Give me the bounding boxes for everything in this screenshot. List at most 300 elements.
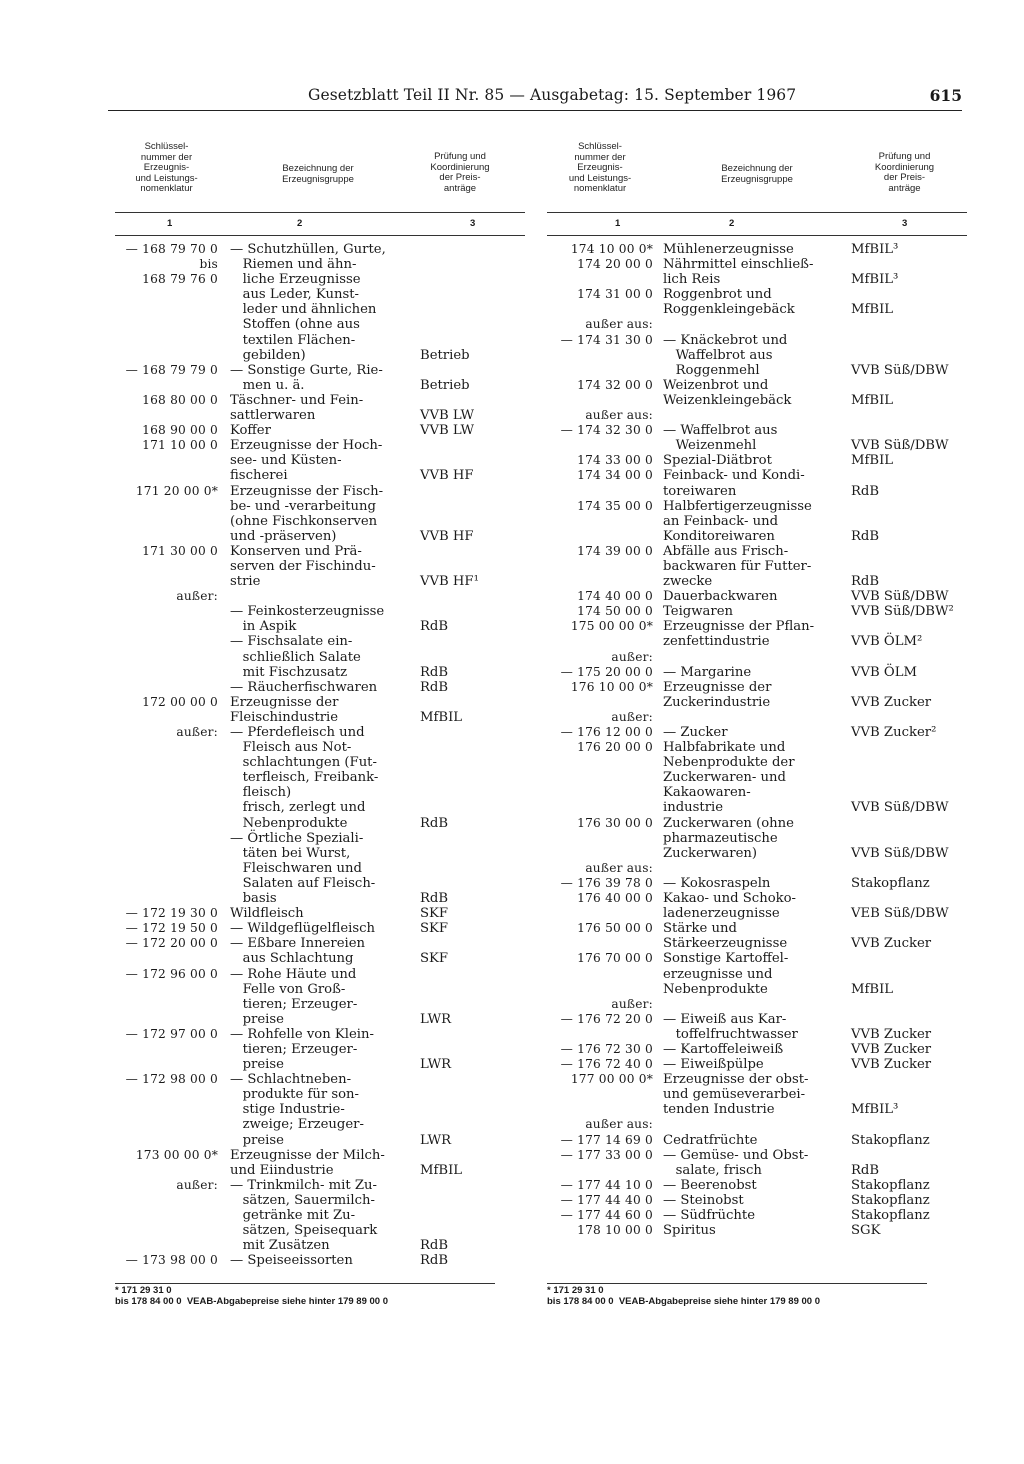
review-cell <box>851 619 967 634</box>
designation-cell: zweige; Erzeuger- <box>230 1117 364 1133</box>
designation-cell: see- und Küsten- <box>230 453 342 469</box>
key-number-cell: außer: <box>176 589 218 604</box>
review-cell <box>420 740 525 755</box>
table-row <box>115 302 525 317</box>
key-number-cell <box>547 1163 653 1178</box>
designation-cell: Spiritus <box>663 1223 716 1239</box>
designation-cell: zenfettindustrie <box>663 634 770 650</box>
table-row <box>115 1057 525 1072</box>
key-number-cell <box>547 906 653 921</box>
designation-cell <box>653 710 851 725</box>
designation-cell: lich Reis <box>663 272 721 288</box>
review-cell: RdB <box>851 574 880 590</box>
key-number-cell <box>115 997 218 1012</box>
review-cell: Betrieb <box>420 377 470 393</box>
footnote-line: * 171 29 31 0 <box>115 1285 172 1296</box>
review-cell: RdB <box>420 815 449 831</box>
key-number-cell <box>547 559 653 574</box>
review-cell: SKF <box>420 921 449 937</box>
key-number-cell <box>115 785 218 800</box>
right-table-body <box>547 242 967 1238</box>
key-number-cell: — 177 44 60 0 <box>560 1208 653 1222</box>
designation-cell: Koffer <box>230 423 271 439</box>
review-cell: VVB ÖLM <box>851 664 918 680</box>
designation-cell: tieren; Erzeuger- <box>230 1041 358 1057</box>
table-row <box>115 1027 525 1042</box>
review-cell <box>420 1087 525 1102</box>
table-row <box>547 604 967 619</box>
designation-cell: — Beerenobst <box>663 1177 757 1193</box>
designation-cell: salate, frisch <box>663 1162 762 1178</box>
column-head-designation: Bezeichnung der Erzeugnisgruppe <box>721 163 793 185</box>
key-number-cell <box>115 876 218 891</box>
review-cell: LWR <box>420 1011 452 1027</box>
table-row <box>115 846 525 861</box>
review-cell <box>851 1148 967 1163</box>
key-number-cell: — 176 72 20 0 <box>560 1011 653 1026</box>
review-cell <box>420 333 525 348</box>
key-number-cell: außer aus: <box>585 408 653 423</box>
table-row <box>115 242 525 257</box>
table-row <box>547 921 967 936</box>
review-cell <box>851 559 967 574</box>
table-row <box>115 634 525 649</box>
designation-cell: tenden Industrie <box>663 1102 775 1118</box>
table-row <box>115 1178 525 1193</box>
designation-cell: — Trinkmilch- mit Zu- <box>230 1177 377 1193</box>
designation-cell: schlachtungen (Fut- <box>230 755 377 771</box>
table-row <box>547 861 967 876</box>
key-number-cell: 168 79 76 0 <box>142 272 218 287</box>
table-row <box>547 1102 967 1117</box>
review-cell: VVB Zucker <box>851 1026 932 1042</box>
review-cell: RdB <box>851 483 880 499</box>
table-row <box>115 423 525 438</box>
key-number-cell <box>115 710 218 725</box>
designation-cell: mit Zusätzen <box>230 1238 330 1254</box>
review-cell: VVB HF <box>420 468 474 484</box>
review-cell <box>420 544 525 559</box>
table-row <box>115 272 525 287</box>
review-cell: MfBIL³ <box>851 272 899 288</box>
designation-cell: und Eiindustrie <box>230 1162 334 1178</box>
key-number-cell: 176 70 00 0 <box>577 951 653 966</box>
designation-cell <box>218 589 420 604</box>
review-cell <box>851 650 967 665</box>
designation-cell: Weizenbrot und <box>663 377 769 393</box>
table-row <box>547 378 967 393</box>
key-number-cell: 176 50 00 0 <box>577 921 653 936</box>
table-row <box>547 876 967 891</box>
table-row <box>115 529 525 544</box>
page-header <box>108 86 962 111</box>
review-cell: VVB Zucker² <box>851 725 937 740</box>
key-number-cell: 171 30 00 0 <box>142 543 218 558</box>
review-cell: VVB ÖLM² <box>851 634 923 650</box>
designation-cell <box>653 317 851 332</box>
key-number-cell: 176 30 00 0 <box>577 815 653 830</box>
key-number-cell: außer aus: <box>585 317 653 332</box>
designation-cell: — Knäckebrot und <box>663 332 788 348</box>
table-row <box>115 1012 525 1027</box>
key-number-cell: außer: <box>611 649 653 664</box>
review-cell <box>420 846 525 861</box>
key-number-cell: 174 40 00 0 <box>577 589 653 604</box>
table-row <box>547 1178 967 1193</box>
key-number-cell <box>115 846 218 861</box>
table-row <box>547 242 967 257</box>
key-number-cell <box>115 634 218 649</box>
key-number-cell <box>115 650 218 665</box>
designation-cell: Roggenkleingebäck <box>663 302 795 318</box>
review-cell <box>851 1117 967 1132</box>
key-number-cell: 168 80 00 0 <box>142 392 218 407</box>
designation-cell: Abfälle aus Frisch- <box>663 543 789 559</box>
review-cell <box>420 438 525 453</box>
table-row <box>115 951 525 966</box>
designation-cell: Täschner- und Fein- <box>230 392 364 408</box>
review-cell <box>420 876 525 891</box>
key-number-cell: — 176 39 78 0 <box>560 875 653 890</box>
key-number-cell: — 172 97 00 0 <box>125 1026 218 1041</box>
table-row <box>115 800 525 815</box>
table-row <box>115 755 525 770</box>
key-number-cell <box>547 982 653 997</box>
designation-cell: und -präserven) <box>230 528 337 544</box>
review-cell <box>420 650 525 665</box>
designation-cell: Weizenkleingebäck <box>663 392 792 408</box>
review-cell: LWR <box>420 1132 452 1148</box>
key-number-cell <box>115 1223 218 1238</box>
table-row <box>547 634 967 649</box>
review-cell <box>851 1087 967 1102</box>
table-row <box>547 272 967 287</box>
designation-cell: — Fischsalate ein- <box>230 634 353 650</box>
key-number-cell <box>115 1087 218 1102</box>
key-number-cell <box>115 1238 218 1253</box>
review-cell: MfBIL³ <box>851 242 899 257</box>
table-row <box>547 951 967 966</box>
key-number-cell <box>547 634 653 649</box>
column-head-review: Prüfung und Koordinierung der Preis- anträge <box>874 151 935 194</box>
designation-cell: Feinback- und Kondi- <box>663 468 805 484</box>
designation-cell: fleisch) <box>230 785 292 801</box>
key-number-cell: — 177 14 69 0 <box>560 1132 653 1147</box>
designation-cell: Stärkeerzeugnisse <box>663 936 788 952</box>
key-number-cell: 174 10 00 0* <box>570 242 653 256</box>
designation-cell: Konserven und Prä- <box>230 543 362 559</box>
review-cell: Stakopflanz <box>851 1177 930 1193</box>
table-row <box>115 710 525 725</box>
table-row <box>547 1042 967 1057</box>
designation-cell: — Eiweißpülpe <box>663 1057 764 1073</box>
designation-cell: Nebenprodukte der <box>663 755 795 771</box>
key-number-cell <box>547 1102 653 1117</box>
designation-cell: — Schutzhüllen, Gurte, <box>230 242 386 257</box>
table-row <box>547 650 967 665</box>
key-number-cell <box>547 846 653 861</box>
designation-cell: textilen Flächen- <box>230 332 356 348</box>
key-number-cell: — 173 98 00 0 <box>125 1253 218 1268</box>
review-cell <box>420 499 525 514</box>
table-row <box>115 1072 525 1087</box>
review-cell <box>851 348 967 363</box>
table-row <box>547 967 967 982</box>
table-row <box>547 333 967 348</box>
review-cell: VEB Süß/DBW <box>851 906 949 922</box>
designation-cell: aus Leder, Kunst- <box>230 287 360 303</box>
table-row <box>547 1117 967 1132</box>
review-cell <box>420 242 525 257</box>
review-cell <box>420 272 525 287</box>
table-row <box>547 408 967 423</box>
key-number-cell: 171 10 00 0 <box>142 438 218 453</box>
designation-cell: fischerei <box>230 468 288 484</box>
designation-cell: an Feinback- und <box>663 513 779 529</box>
key-number-cell <box>547 574 653 589</box>
table-row <box>547 574 967 589</box>
designation-cell: Sonstige Kartoffel- <box>663 951 789 967</box>
review-cell: VVB HF¹ <box>420 574 479 590</box>
table-row <box>115 438 525 453</box>
designation-cell: Nebenprodukte <box>663 981 768 997</box>
review-cell <box>420 302 525 317</box>
designation-cell: liche Erzeugnisse <box>230 272 361 288</box>
designation-cell: schließlich Salate <box>230 649 361 665</box>
key-number-cell: — 174 31 30 0 <box>560 332 653 347</box>
designation-cell: terfleisch, Freibank- <box>230 770 379 786</box>
table-row <box>115 967 525 982</box>
key-number-cell <box>115 378 218 393</box>
review-cell <box>420 453 525 468</box>
designation-cell: — Rohe Häute und <box>230 966 357 982</box>
review-cell: VVB LW <box>420 423 475 439</box>
key-number-cell <box>547 755 653 770</box>
key-number-cell <box>115 333 218 348</box>
review-cell <box>420 604 525 619</box>
review-cell <box>420 634 525 649</box>
designation-cell: Mühlenerzeugnisse <box>663 242 794 257</box>
table-row <box>547 1072 967 1087</box>
designation-cell: sätzen, Speisequark <box>230 1223 378 1239</box>
review-cell: VVB Süß/DBW <box>851 362 949 378</box>
key-number-cell <box>115 665 218 680</box>
table-row <box>547 559 967 574</box>
table-row <box>115 363 525 378</box>
key-number-cell <box>115 499 218 514</box>
designation-cell: Erzeugnisse der <box>230 694 339 710</box>
key-number-cell <box>115 604 218 619</box>
designation-cell: Felle von Groß- <box>230 981 346 997</box>
key-number-cell: — 172 96 00 0 <box>125 966 218 981</box>
table-row <box>115 574 525 589</box>
designation-cell: Zuckerwaren (ohne <box>663 815 794 831</box>
table-row <box>547 302 967 317</box>
table-row <box>115 891 525 906</box>
review-cell <box>851 333 967 348</box>
table-row <box>115 906 525 921</box>
table-row <box>115 1163 525 1178</box>
designation-cell: (ohne Fischkonserven <box>230 513 378 529</box>
review-cell <box>851 423 967 438</box>
designation-cell: toreiwaren <box>663 483 737 499</box>
footnote <box>115 1283 495 1307</box>
footnote-line: bis 178 84 00 0 VEAB-Abgabepreise siehe hinter 179 89 00 0 <box>115 1295 388 1307</box>
review-cell: RdB <box>420 1238 449 1254</box>
key-number-cell: 174 39 00 0 <box>577 543 653 558</box>
designation-cell: basis <box>230 891 277 907</box>
designation-cell: preise <box>230 1011 284 1027</box>
designation-cell: — Speiseeissorten <box>230 1253 353 1269</box>
table-head <box>547 140 967 212</box>
designation-cell: Kakaowaren- <box>663 785 751 801</box>
table-row <box>115 544 525 559</box>
key-number-cell <box>547 695 653 710</box>
left-column <box>115 140 525 1268</box>
table-row <box>115 468 525 483</box>
key-number-cell <box>547 393 653 408</box>
key-number-cell <box>547 348 653 363</box>
key-number-cell: 175 00 00 0* <box>570 619 653 634</box>
review-cell <box>420 317 525 332</box>
designation-cell: Erzeugnisse der Fisch- <box>230 483 384 499</box>
column-number-row: 1 2 3 <box>547 212 967 236</box>
table-row <box>115 348 525 363</box>
review-cell <box>420 1193 525 1208</box>
review-cell: VVB Süß/DBW <box>851 800 949 816</box>
key-number-cell <box>115 831 218 846</box>
designation-cell: — Örtliche Speziali- <box>230 830 364 846</box>
review-cell: MfBIL <box>851 981 894 997</box>
designation-cell: getränke mit Zu- <box>230 1208 356 1223</box>
key-number-cell: 178 10 00 0 <box>577 1223 653 1238</box>
review-cell: Stakopflanz <box>851 1192 930 1208</box>
table-row <box>547 317 967 332</box>
review-cell <box>420 1208 525 1223</box>
review-cell: SKF <box>420 951 449 967</box>
designation-cell: — Eßbare Innereien <box>230 936 366 952</box>
key-number-cell: 172 00 00 0 <box>142 694 218 709</box>
key-number-cell <box>115 317 218 332</box>
review-cell <box>420 755 525 770</box>
key-number-cell <box>547 770 653 785</box>
key-number-cell: 174 33 00 0 <box>577 453 653 468</box>
key-number-cell: — 172 19 50 0 <box>125 921 218 936</box>
table-row <box>115 499 525 514</box>
table-row <box>547 725 967 740</box>
table-row <box>547 1208 967 1223</box>
column-number-row: 1 2 3 <box>115 212 525 236</box>
designation-cell: mit Fischzusatz <box>230 664 348 680</box>
key-number-cell: 168 90 00 0 <box>142 423 218 438</box>
designation-cell: Cedratfrüchte <box>663 1132 758 1148</box>
table-row <box>115 589 525 604</box>
table-row <box>115 1223 525 1238</box>
review-cell <box>851 967 967 982</box>
table-row <box>115 1238 525 1253</box>
table-row <box>115 1102 525 1117</box>
review-cell: RdB <box>420 891 449 907</box>
review-cell <box>420 982 525 997</box>
table-row <box>115 1133 525 1148</box>
key-number-cell <box>115 619 218 634</box>
table-row <box>547 665 967 680</box>
designation-cell: Erzeugnisse der Pflan- <box>663 619 815 635</box>
review-cell <box>420 484 525 499</box>
designation-cell: — Steinobst <box>663 1192 744 1208</box>
key-number-cell <box>115 680 218 695</box>
review-cell: RdB <box>420 679 449 695</box>
review-cell <box>420 725 525 740</box>
designation-cell: — Wildgeflügelfleisch <box>230 921 376 937</box>
key-number-cell <box>115 1133 218 1148</box>
table-row <box>115 740 525 755</box>
designation-cell: — Kartoffeleiweiß <box>663 1041 784 1057</box>
key-number-cell <box>547 514 653 529</box>
table-row <box>547 438 967 453</box>
key-number-cell <box>115 514 218 529</box>
designation-cell: Weizenmehl <box>663 438 757 454</box>
key-number-cell: — 168 79 79 0 <box>125 362 218 377</box>
key-number-cell <box>547 302 653 317</box>
review-cell <box>851 544 967 559</box>
review-cell <box>851 951 967 966</box>
table-row <box>115 770 525 785</box>
key-number-cell: außer: <box>611 709 653 724</box>
table-row <box>115 1208 525 1223</box>
designation-cell: serven der Fischindu- <box>230 558 376 574</box>
designation-cell: stige Industrie- <box>230 1102 345 1118</box>
table-row <box>115 650 525 665</box>
table-row <box>547 740 967 755</box>
key-number-cell: — 176 72 40 0 <box>560 1057 653 1072</box>
designation-cell: — Margarine <box>663 664 752 680</box>
table-row <box>547 982 967 997</box>
table-row <box>547 1148 967 1163</box>
table-row <box>115 453 525 468</box>
key-number-cell <box>115 287 218 302</box>
designation-cell: toffelfruchtwasser <box>663 1026 798 1042</box>
designation-cell: backwaren für Futter- <box>663 558 812 574</box>
table-row <box>115 816 525 831</box>
review-cell <box>851 861 967 876</box>
key-number-cell: — 177 44 40 0 <box>560 1192 653 1207</box>
review-cell <box>851 785 967 800</box>
designation-cell <box>653 861 851 876</box>
table-row <box>547 1057 967 1072</box>
review-cell: RdB <box>851 1162 880 1178</box>
table-row <box>115 604 525 619</box>
key-number-cell <box>115 408 218 423</box>
table-row <box>547 816 967 831</box>
key-number-cell: bis <box>199 257 218 272</box>
designation-cell: preise <box>230 1057 284 1073</box>
review-cell: Betrieb <box>420 347 470 363</box>
table-row <box>547 936 967 951</box>
key-number-cell <box>115 1117 218 1132</box>
designation-cell: strie <box>230 574 261 590</box>
table-row <box>547 423 967 438</box>
table-row <box>115 785 525 800</box>
designation-cell: Teigwaren <box>663 604 733 620</box>
designation-cell: — Eiweiß aus Kar- <box>663 1011 787 1027</box>
review-cell <box>420 695 525 710</box>
key-number-cell: 174 34 00 0 <box>577 468 653 483</box>
table-row <box>115 982 525 997</box>
review-cell <box>851 770 967 785</box>
designation-cell: Halbfertigerzeugnisse <box>663 498 812 514</box>
designation-cell <box>653 650 851 665</box>
